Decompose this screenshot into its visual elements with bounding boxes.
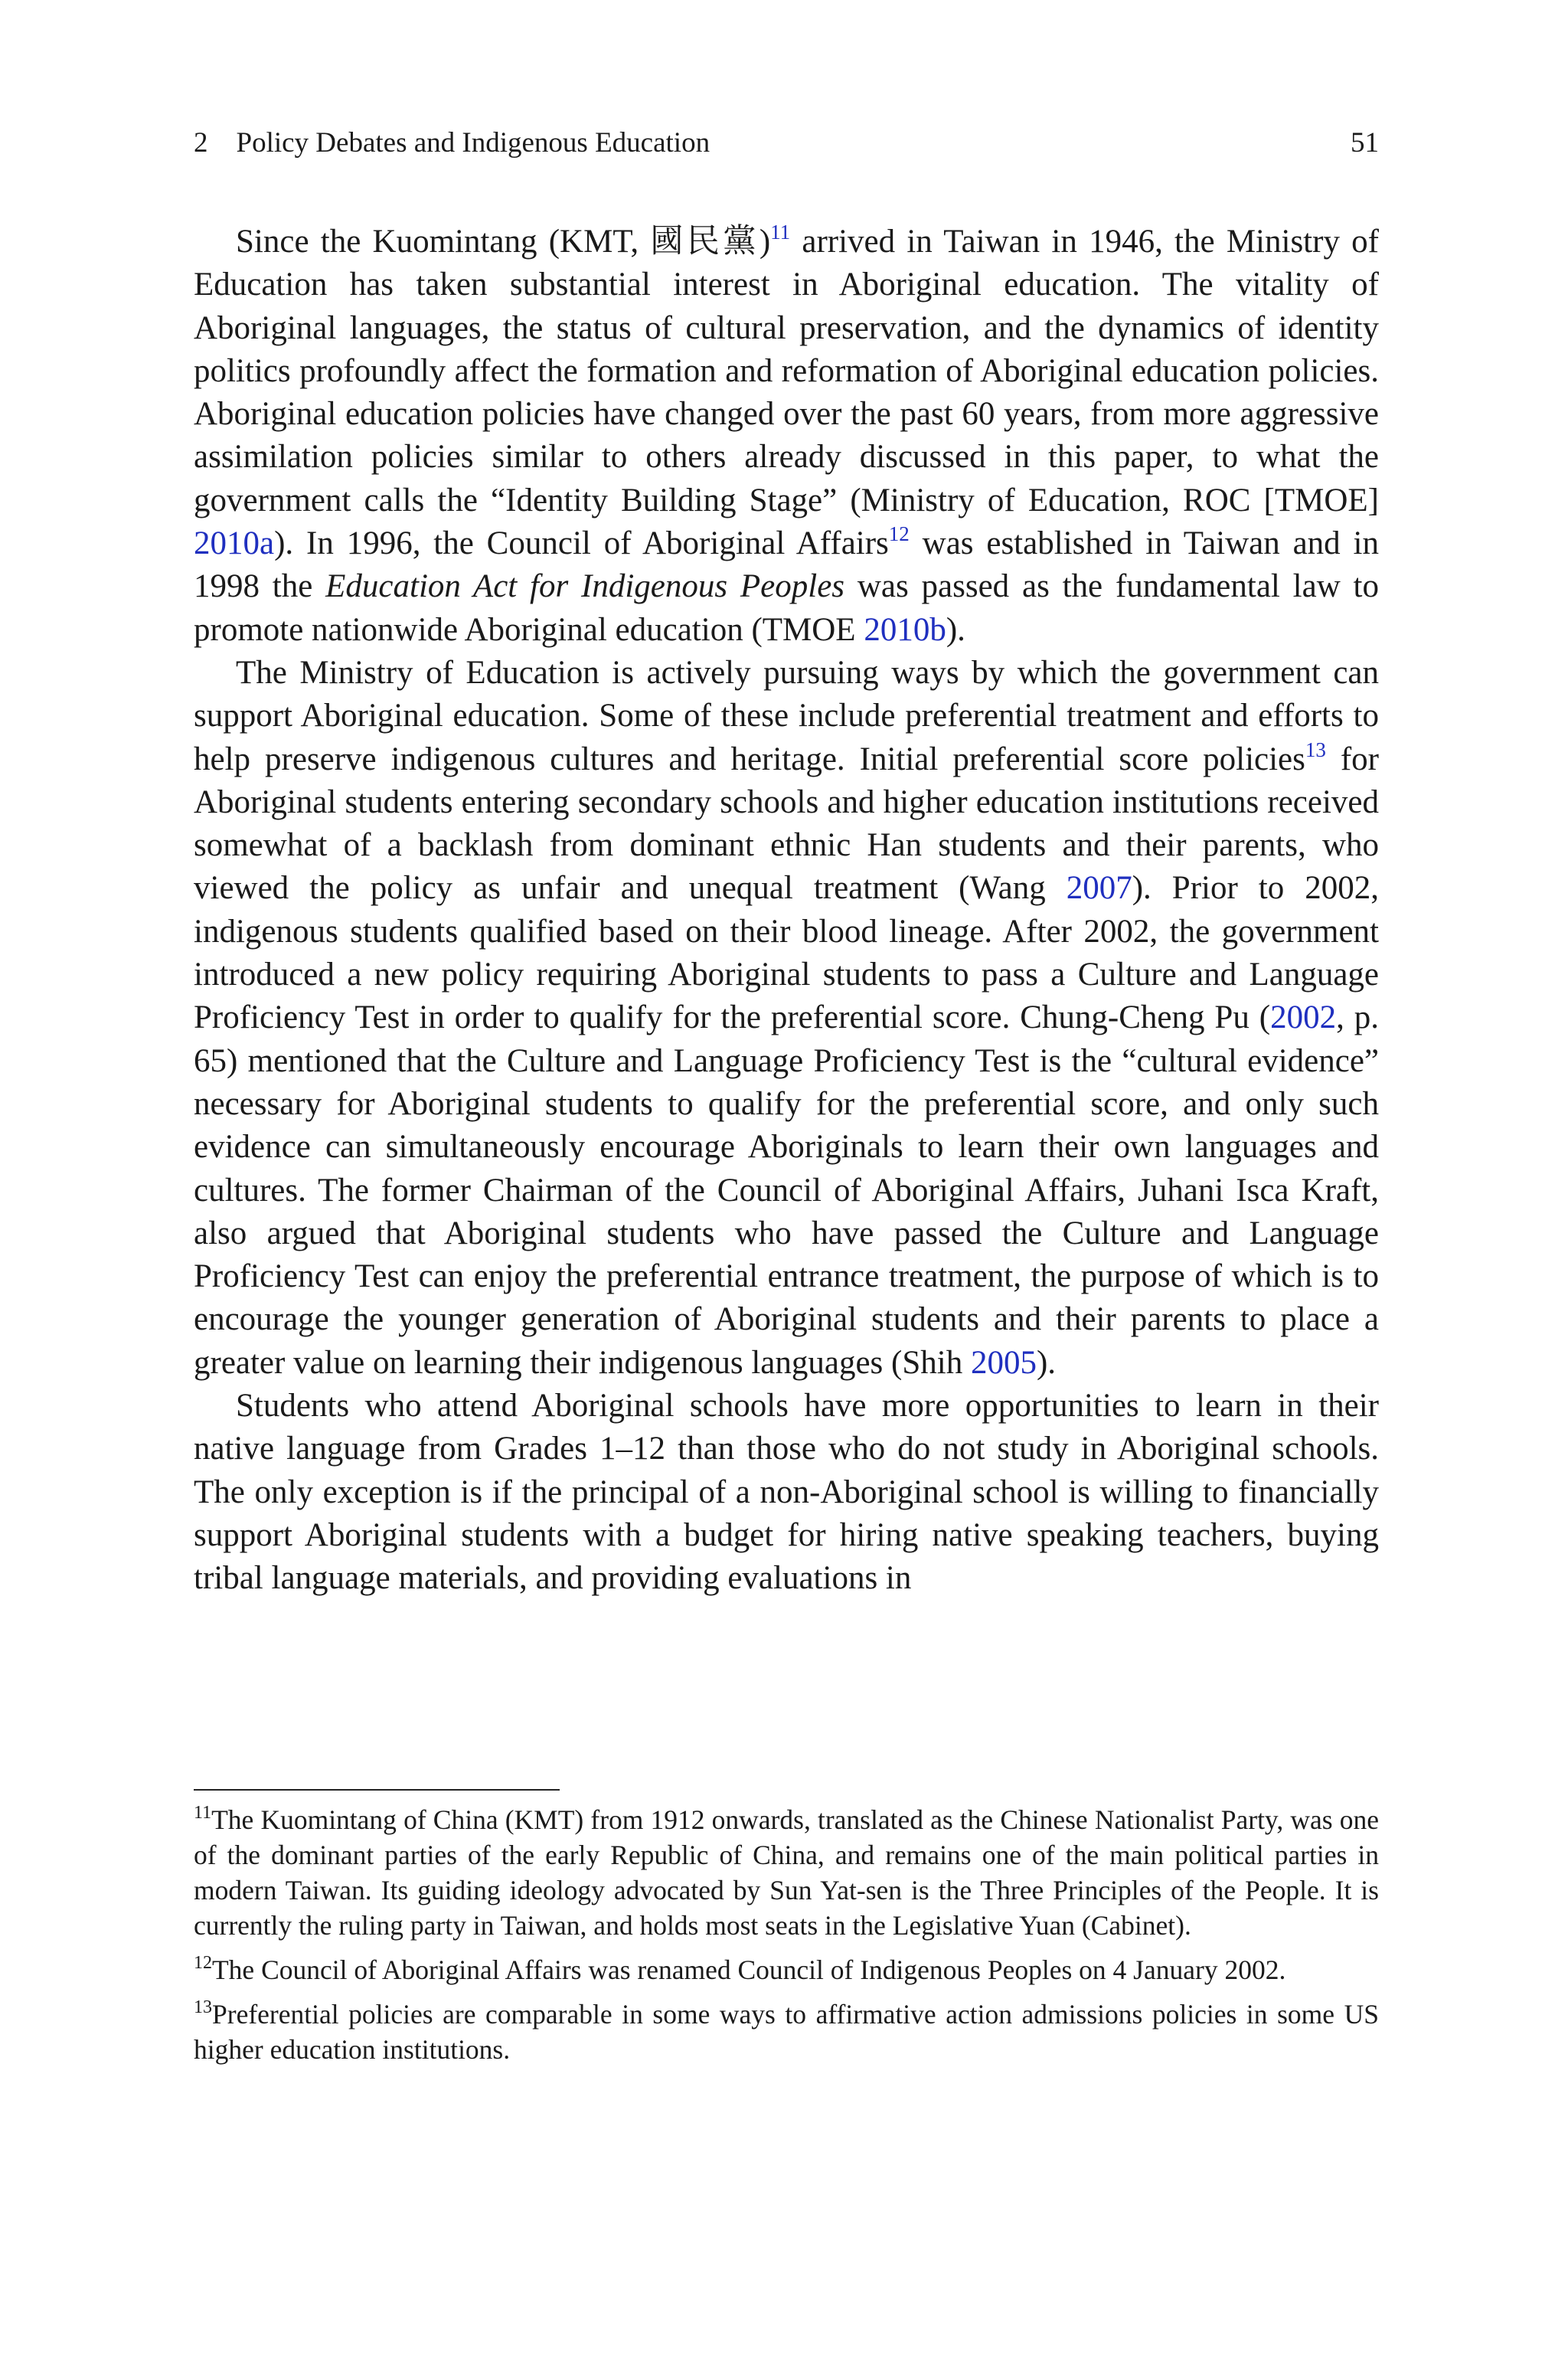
text-run: , p. 65) mentioned that the Culture and Language Proficiency Test is the “cultural evidence” necessary for Aboriginal students to qualify for the preferential score, and only such evidence can simultaneously encourage Aboriginals to learn their own languages and cultures. The former Chairman of the Council of Aboriginal Affairs, Juhani Isca Kraft, also argued that Aboriginal students who have passed the Culture and Language Proficiency Test can enjoy the preferential entrance treatment, the purpose of which is to encourage the younger generation of Aboriginal students and their parents to place a greater value on learning their indigenous languages (Shih (194, 999, 1379, 1381)
text-run: ). Prior to 2002, indigenous students qualified based on their blood lineage. After 2002, the government introduced a new policy requiring Aboriginal students to pass a Culture and Language Proficiency Test in order to qualify for the preferential score. Chung-Cheng Pu ( (194, 870, 1379, 1036)
text-run: ). (946, 611, 965, 648)
text-run: Since the Kuomintang (KMT, 國民黨) (236, 224, 771, 260)
footnote-ref-11[interactable]: 11 (770, 221, 791, 244)
text-run: for Aboriginal students entering secondary schools and higher education institutions received somewhat of a backlash from dominant ethnic Han students and their parents, who viewed the policy as unfair and unequal treatment (Wang (194, 741, 1379, 907)
footnote-text: The Kuomintang of China (KMT) from 1912 onwards, translated as the Chinese Nationalist Party, was one of the dominant parties of the early Republic of China, and remains one of the main political parties in modern Taiwan. Its guiding ideology advocated by Sun Yat-sen is the Three Principles of the People. It is currently the ruling party in Taiwan, and holds most seats in the Legislative Yuan (Cabinet). (194, 1804, 1379, 1941)
citation-link-wang-2007[interactable]: 2007 (1066, 870, 1132, 907)
text-run: ). (1036, 1344, 1057, 1381)
paragraph-2 (194, 652, 1379, 1385)
paragraph-3: Students who attend Aboriginal schools have more opportunities to learn in their native language from Grades 1–12 than those who do not study in Aboriginal schools. The only exception is if the principal of a non-Aboriginal school is willing to financially support Aboriginal students with a budget for hiring native speaking teachers, buying tribal language materials, and providing evaluations in (194, 1388, 1379, 1597)
footnote-12 (194, 1952, 1379, 1987)
text-run: was passed as the fundamental law to promote nationwide Aboriginal education (TMOE (194, 568, 1380, 648)
footnote-number: 12 (194, 1953, 212, 1973)
main-text (194, 221, 1379, 1601)
text-run: ). In 1996, the Council of Aboriginal Affairs (274, 525, 889, 562)
footnote-ref-13[interactable]: 13 (1305, 738, 1326, 761)
footnote-text: Preferential policies are comparable in some ways to affirmative action admissions policies in some US higher education institutions. (194, 1999, 1379, 2065)
page-number: 51 (1351, 127, 1379, 159)
chapter-title: 2 Policy Debates and Indigenous Education (194, 127, 710, 159)
footnote-text: The Council of Aboriginal Affairs was renamed Council of Indigenous Peoples on 4 January 2002. (212, 1954, 1286, 1985)
footnote-number: 11 (194, 1803, 212, 1823)
footnote-divider (194, 1789, 560, 1791)
text-run: The Ministry of Education is actively pursuing ways by which the government can support Aboriginal education. Some of these include preferential treatment and efforts to help preserve indigenous cultures and heritage. Initial preferential score policies (194, 654, 1379, 777)
citation-link-pu-2002[interactable]: 2002 (1270, 999, 1337, 1036)
footnote-11 (194, 1802, 1379, 1943)
paragraph-1 (194, 221, 1379, 652)
text-run: arrived in Taiwan in 1946, the Ministry of Education has taken substantial interest in Aboriginal education. The vitality of Aboriginal languages, the status of cultural preservation, and the dynamics of identity politics profoundly affect the formation and reformation of Aboriginal education policies. Aboriginal education policies have changed over the past 60 years, from more aggressive assimilation policies similar to others already discussed in this paper, to what the government calls the “Identity Building Stage” (Ministry of Education, ROC [TMOE] (194, 224, 1379, 518)
footnotes (194, 1802, 1379, 2076)
footnote-13 (194, 1997, 1379, 2067)
running-header (194, 124, 1379, 162)
citation-link-shih-2005[interactable]: 2005 (970, 1344, 1037, 1381)
act-title: Education Act for Indigenous Peoples (325, 568, 845, 605)
footnote-ref-12[interactable]: 12 (888, 522, 910, 546)
citation-link-tmoe-2010b[interactable]: 2010b (864, 611, 946, 648)
footnote-number: 13 (194, 1997, 212, 2017)
text-run: was established in Taiwan and in 1998 the (194, 525, 1379, 605)
citation-link-tmoe-2010a[interactable]: 2010a (194, 525, 275, 562)
